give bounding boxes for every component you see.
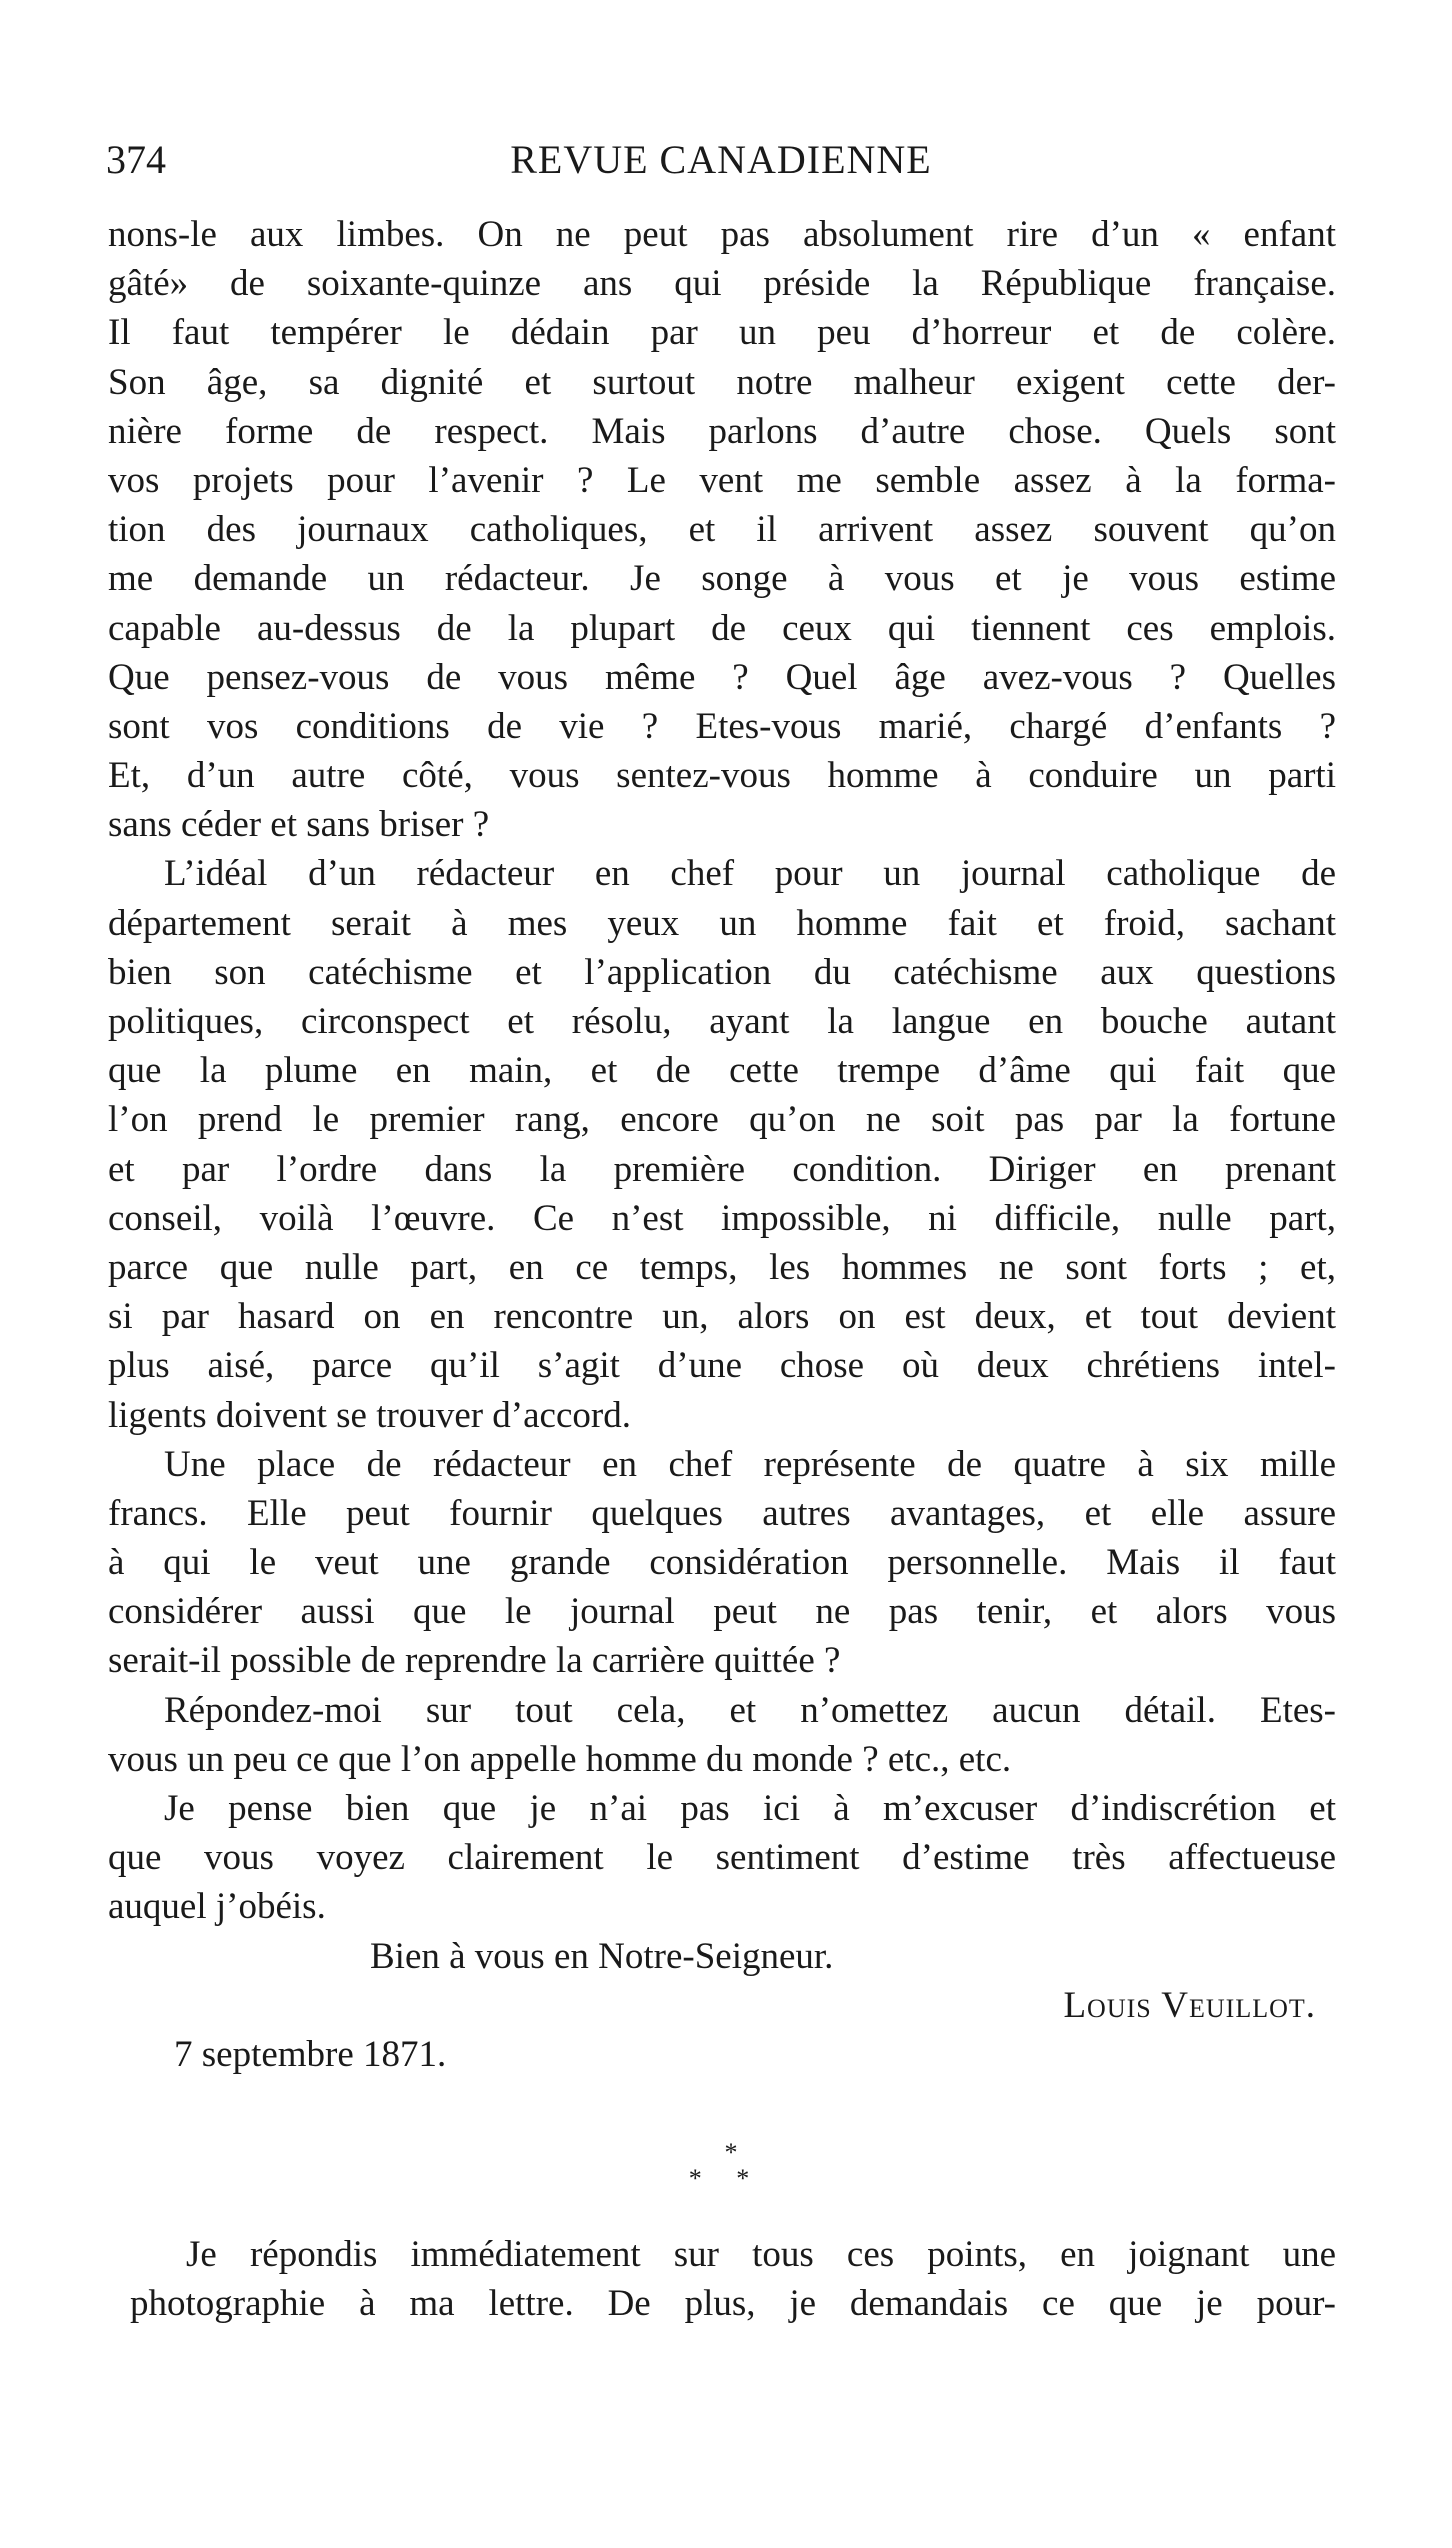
text-line: gâté» de soixante-quinze ans qui préside la République française. [108, 263, 1336, 305]
text-line: sans céder et sans briser ? [108, 804, 490, 846]
closing-formula: Bien à vous en Notre-Seigneur. [370, 1935, 834, 1977]
text-line: bien son catéchisme et l’application du catéchisme aux questions [108, 951, 1336, 993]
page-number: 374 [106, 137, 166, 182]
text-line: que la plume en main, et de cette trempe d’âme qui fait que [108, 1050, 1336, 1092]
running-head [106, 130, 1336, 190]
text-line: ligents doivent se trouver d’accord. [108, 1394, 631, 1436]
text-line: L’idéal d’un rédacteur en chef pour un journal catholique de [164, 853, 1336, 895]
text-line: tion des journaux catholiques, et il arrivent assez souvent qu’on [108, 509, 1336, 551]
text-line: à qui le veut une grande considération personnelle. Mais il faut [108, 1542, 1336, 1584]
text-line: conseil, voilà l’œuvre. Ce n’est impossible, ni difficile, nulle part, [108, 1197, 1336, 1239]
text-line: capable au-dessus de la plupart de ceux qui tiennent ces emplois. [108, 607, 1336, 649]
text-line: Il faut tempérer le dédain par un peu d’horreur et de colère. [108, 312, 1336, 354]
paragraph-4 [108, 1686, 1336, 1784]
text-line: me demande un rédacteur. Je songe à vous et je vous estime [108, 558, 1336, 600]
text-line: auquel j’obéis. [108, 1886, 326, 1928]
text-line: Une place de rédacteur en chef représente de quatre à six mille [164, 1443, 1336, 1485]
asterism-separator [0, 2140, 1452, 2192]
signature: Louis Veuillot. [1063, 1984, 1316, 2026]
asterism-bottom: * * [688, 2164, 764, 2193]
text-line: Et, d’un autre côté, vous sentez-vous homme à conduire un parti [108, 755, 1336, 797]
text-line: plus aisé, parce qu’il s’agit d’une chose où deux chrétiens intel- [108, 1345, 1336, 1387]
text-line: l’on prend le premier rang, encore qu’on ne soit pas par la fortune [108, 1099, 1336, 1141]
text-line: Répondez-moi sur tout cela, et n’omettez aucun détail. Etes- [164, 1689, 1336, 1731]
text-line: nière forme de respect. Mais parlons d’autre chose. Quels sont [108, 410, 1336, 452]
text-line: politiques, circonspect et résolu, ayant la langue en bouche autant [108, 1001, 1336, 1042]
text-line: photographie à ma lettre. De plus, je demandais ce que je pour- [130, 2283, 1336, 2325]
text-line: Je répondis immédiatement sur tous ces points, en joignant une [186, 2234, 1336, 2275]
paragraph-1 [108, 210, 1336, 849]
text-line: Son âge, sa dignité et surtout notre malheur exigent cette der- [108, 361, 1336, 403]
text-line: parce que nulle part, en ce temps, les hommes ne sont forts ; et, [108, 1246, 1336, 1288]
text-line: considérer aussi que le journal peut ne pas tenir, et alors vous [108, 1591, 1336, 1633]
journal-title: REVUE CANADIENNE [510, 137, 932, 182]
text-line: sont vos conditions de vie ? Etes-vous marié, chargé d’enfants ? [108, 705, 1336, 747]
text-line: serait-il possible de reprendre la carrière quittée ? [108, 1640, 841, 1682]
text-line: que vous voyez clairement le sentiment d’estime très affectueuse [108, 1837, 1336, 1879]
text-line: Que pensez-vous de vous même ? Quel âge avez-vous ? Quelles [108, 656, 1336, 698]
text-line: nons-le aux limbes. On ne peut pas absolument rire d’un « enfant [108, 214, 1336, 255]
text-line: vos projets pour l’avenir ? Le vent me semble assez à la forma- [108, 459, 1336, 501]
text-line: et par l’ordre dans la première condition. Diriger en prenant [108, 1148, 1336, 1190]
text-line: département serait à mes yeux un homme fait et froid, sachant [108, 902, 1336, 944]
asterism-top: * [724, 2138, 738, 2167]
paragraph-2 [108, 849, 1336, 1439]
following-paragraph [130, 2230, 1336, 2328]
letter-body [108, 210, 1336, 2079]
text-line: francs. Elle peut fournir quelques autres avantages, et elle assure [108, 1492, 1336, 1534]
letter-date: 7 septembre 1871. [174, 2033, 447, 2075]
text-line: Je pense bien que je n’ai pas ici à m’excuser d’indiscrétion et [164, 1788, 1336, 1829]
text-line: vous un peu ce que l’on appelle homme du monde ? etc., etc. [108, 1738, 1012, 1780]
paragraph-5 [108, 1784, 1336, 1932]
text-line: si par hasard on en rencontre un, alors on est deux, et tout devient [108, 1296, 1336, 1338]
paragraph-3 [108, 1440, 1336, 1686]
